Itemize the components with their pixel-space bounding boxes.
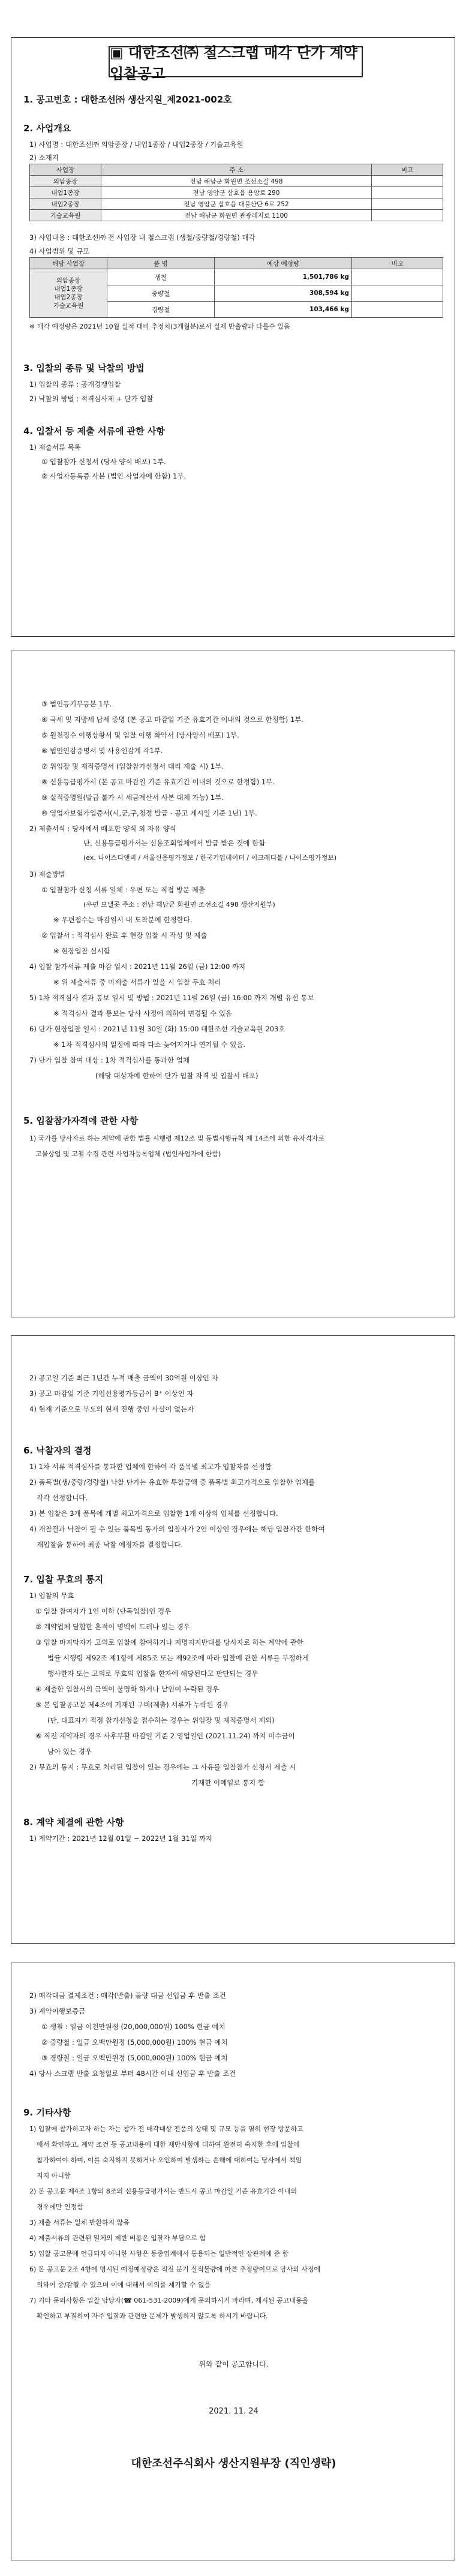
submit-method-item: ① 입찰참가 신청 서류 일체 : 우편 또는 직접 방문 제출 [41, 886, 205, 894]
misc-item: 경우에만 인정함 [37, 2203, 83, 2211]
misc-item: 1) 입찰에 참가하고자 하는 자는 참가 전 매각대상 전품의 상태 및 규모 등을 필히 현장 방문하고 [29, 2125, 303, 2133]
qualification-3: 3) 공고 마감일 기준 기업신용평가등급이 B⁺ 이상인 자 [29, 1389, 194, 1398]
screening-result: 5) 1차 적격심사 결과 통보 일시 및 방법 : 2021년 11월 26일 (금) 16:00 까지 개별 유선 통보 [29, 994, 314, 1002]
table-row [30, 187, 443, 198]
invalid-item: ② 계약업체 담합한 흔적이 명백히 드러나 있는 경우 [35, 1623, 191, 1631]
invalid-item: ③ 입찰 마지막자가 고의로 입찰에 참여하거나 지명지지반대를 당사자로 하는 계약에 관한 [35, 1638, 303, 1647]
table-header: 비고 [372, 164, 443, 176]
bid-type: 1) 입찰의 종류 : 공개경쟁입찰 [29, 380, 121, 389]
table-cell [372, 176, 443, 187]
misc-item: 에서 확인하고, 계약 조건 등 공고내용에 대한 제반사항에 대하여 완전히 숙지한 후에 입찰에 [37, 2141, 300, 2148]
page-3 [11, 1335, 455, 1944]
screening-note: ※ 적격심사 결과 통보는 당사 사정에 의하여 변경될 수 있음 [53, 1009, 233, 1018]
table-cell [352, 269, 443, 285]
section-7-heading: 7. 입찰 무효의 통지 [23, 1574, 104, 1585]
scope-site: 의암종장 [56, 277, 81, 284]
table-cell: 308,594 kg [215, 285, 352, 302]
payment-terms: 2) 매각대금 결제조건 : 매각(반출) 물량 대금 선입금 후 반출 조건 [29, 1991, 226, 2000]
section-3-heading: 3. 입찰의 종류 및 낙찰의 방법 [23, 363, 145, 374]
page-4 [11, 1963, 455, 2560]
document-item: ⑥ 법인인감증명서 및 사용인감계 각1부. [41, 747, 163, 755]
notice-date: 2021. 11. 24 [209, 2407, 258, 2416]
invalid-item: 1) 입찰의 무효 [29, 1591, 74, 1600]
table-cell [372, 210, 443, 221]
invalid-notice-cont: 기재한 이메일로 통지 함 [191, 1778, 265, 1787]
award-item: 1) 1차 서류 적격심사를 통과한 업체에 한하여 각 품목별 최고가 입찰자를 선정함 [29, 1462, 272, 1471]
award-item: 2) 품목별(생/중량/경량철) 낙찰 단가는 유효한 투찰금액 중 품목별 최고가격으로 입찰한 업체를 [29, 1478, 315, 1486]
misc-item: 7) 기타 문의사항은 입찰 담당자(☎ 061-531-2009)에게 문의하시기 바라며, 제시된 공고내용을 [29, 2297, 309, 2304]
mailing-address: (우편 보낼곳 주소 : 전남 해남군 화원면 조선소길 498 생산지원부) [83, 901, 275, 908]
table-row [30, 269, 443, 285]
document-item: ⑦ 위임장 및 재직증명서 (입찰참가신청서 대리 제출 시) 1부. [41, 762, 224, 771]
award-item: 3) 본 입찰은 3개 품목에 개별 최고가격으로 입찰한 1개 이상의 업체를 선정합니다. [29, 1509, 278, 1518]
table-cell: 1,501,786 kg [215, 269, 352, 285]
bond-item: ① 생철 : 일금 이천만원정 (20,000,000원) 100% 현금 예치 [41, 2023, 226, 2031]
submit-format: 2) 제출서식 : 당사에서 배포한 양식 외 자유 양식 [29, 824, 176, 833]
bid-datetime-note: ※ 1차 적격심사의 일정에 따라 다소 늦어지거나 연기될 수 있음. [53, 1040, 246, 1049]
table-header: 해당 사업장 [30, 258, 107, 269]
table-cell: 전남 영암군 삼호읍 대불산단 6로 252 [101, 198, 372, 210]
submit-format-note: 단, 신용등급평가서는 신용조회업체에서 발급 받은 것에 한함 [83, 839, 266, 847]
invalid-item: ⑤ 본 입찰공고문 제4조에 기재된 구비(제출) 서류가 누락된 경우 [35, 1701, 229, 1709]
invalid-item: ④ 제출한 입찰서의 금액이 불명확 하거나 낱인이 누락된 경우 [35, 1685, 220, 1693]
table-cell: 전남 해남군 화원면 관광레저로 1100 [101, 210, 372, 221]
table-cell [372, 198, 443, 210]
location-label: 2) 소재지 [29, 154, 59, 162]
performance-bond: 3) 계약이행보증금 [29, 2007, 86, 2015]
scope-label: 4) 사업범위 및 규모 [29, 247, 90, 255]
table-header: 품 명 [107, 258, 215, 269]
location-table [29, 164, 443, 221]
table-header: 사업장 [30, 164, 101, 176]
misc-item: 의하여 증/감될 수 있으며 이에 대해서 이의를 제기할 수 없음 [37, 2281, 211, 2289]
table-cell: 경량철 [107, 302, 215, 318]
table-row [30, 198, 443, 210]
table-cell [352, 285, 443, 302]
document-item: ② 사업자등록증 사본 (법인 사업자에 한함) 1부. [41, 472, 187, 480]
invalid-item: (단, 대표자가 직접 참가신청을 접수하는 경우는 위임장 및 재직증명서 제외) [47, 1716, 275, 1725]
section-1-notice-number: 1. 공고번호 : 대한조선㈜ 생산지원_제2021-002호 [23, 94, 232, 105]
document-item: ④ 국세 및 지방세 납세 증명 (본 공고 마감일 기준 유효기간 이내의 것으로 한정함) 1부. [41, 715, 303, 724]
submit-method-item: ② 입찰서 : 적격심사 완료 후 현장 입찰 시 작성 및 제출 [41, 931, 208, 940]
bond-item: ③ 경량철 : 일금 오백만원정 (5,000,000원) 100% 현금 예치 [41, 2054, 228, 2062]
deadline: 4) 입찰 참가서류 제출 마감 일시 : 2021년 11월 26일 (금) 12:00 까지 [29, 962, 246, 971]
document-item: ⑩ 영업자보험가입증서(시,군,구,청정 발급 - 공고 게시일 기준 1년) 1부. [41, 809, 257, 817]
table-cell [372, 187, 443, 198]
section-5-heading: 5. 입찰참가자격에 관한 사항 [23, 1115, 139, 1126]
table-header: 비고 [352, 258, 443, 269]
deadline-note: ※ 위 제출서류 중 미제출 서류가 있을 시 입찰 무효 처리 [53, 978, 221, 986]
qualification-2: 2) 공고일 기준 최근 1년간 누적 매출 금액이 30억원 이상인 자 [29, 1374, 218, 1382]
table-header: 예상 예정량 [215, 258, 352, 269]
award-item: 각각 선정합니다. [37, 1494, 88, 1502]
scope-table [29, 257, 443, 318]
page-1 [11, 37, 455, 637]
documents-list-label: 1) 제출서류 목록 [29, 443, 81, 452]
project-content: 3) 사업내용 : 대한조선㈜ 전 사업장 내 철스크랩 (생철/중량철/경량철) 매각 [29, 233, 255, 242]
misc-item: 지지 아니함 [37, 2172, 71, 2180]
qualification-1-cont: 고물상업 및 고철 수집 관련 사업자등록업체 (법인사업자에 한함) [35, 1150, 221, 1158]
qualification-4: 4) 현재 기준으로 부도의 현재 진행 중인 사실이 없는자 [29, 1405, 194, 1413]
invalid-item: ⑥ 직전 계약자의 경우 사후부활 마감일 기준 2 영업일인 (2021.11.24) 까지 미수금이 [35, 1732, 295, 1740]
table-header-row [30, 258, 443, 269]
document-item: ⑤ 원천징수 이행상황서 및 입찰 이행 확약서 (당사양식 배포) 1부. [41, 731, 239, 739]
document-item: ① 입찰참가 신청서 (당사 양식 배포) 1부. [41, 458, 166, 466]
award-item: 재입찰을 통하여 최종 낙찰 예정자를 결정합니다. [37, 1540, 184, 1549]
document-item: ③ 법인등기부등본 1부. [41, 700, 112, 708]
section-8-heading: 8. 계약 체결에 관한 사항 [23, 1817, 124, 1828]
bid-eligible: 7) 단가 입찰 참여 대상 : 1차 적격심사를 통과한 업체 [29, 1056, 190, 1064]
document-item: ⑧ 신용등급평가서 (본 공고 마감일 기준 유효기간 이내의 것으로 한정함) 1부. [41, 778, 275, 786]
table-cell: 전남 해남군 화원면 조선소길 498 [101, 176, 372, 187]
table-row [30, 210, 443, 221]
submit-method: 3) 제출방법 [29, 870, 65, 878]
table-cell: 내업2종장 [30, 198, 101, 210]
bid-eligible-note: (해당 대상자에 한하여 단가 입찰 자격 및 입찰서 배포) [95, 1072, 258, 1080]
contract-period: 1) 계약기간 : 2021년 12월 01일 ~ 2022년 1월 31일 까지 [29, 1834, 212, 1843]
bond-item: ② 중량철 : 일금 오백만원정 (5,000,000원) 100% 현금 예치 [41, 2038, 228, 2047]
signature-line: 대한조선주식회사 생산지원부장 (직인생략) [131, 2457, 336, 2470]
section-2-heading: 2. 사업개요 [23, 123, 71, 134]
table-header: 주 소 [101, 164, 372, 176]
scope-sites-cell [30, 269, 107, 318]
prepay-condition: 4) 당사 스크랩 반출 요청일로 부터 48시간 이내 선입금 후 반출 조건 [29, 2069, 236, 2078]
onsite-note: ※ 현장입찰 실시함 [53, 947, 110, 955]
invalid-notice: 2) 무효의 통지 : 무효로 처리된 입찰이 있는 경우에는 그 사유를 입찰참가 신청서 제출 시 [29, 1763, 296, 1771]
project-name: 1) 사업명 : 대한조선㈜ 의암종장 / 내업1종장 / 내업2종장 / 기술교육원 [29, 140, 243, 149]
table-cell: 생철 [107, 269, 215, 285]
table-cell: 내업1종장 [30, 187, 101, 198]
table-cell [352, 302, 443, 318]
misc-item: 6) 본 공고문 2조 4항에 명시된 예정예정량은 직전 분기 실적물량에 따른 추정량이므로 당사의 사정에 [29, 2265, 321, 2273]
award-item: 4) 개찰결과 낙찰이 될 수 있는 품목별 동가의 입찰자가 2인 이상인 경우에는 해당 입찰자간 한하여 [29, 1525, 325, 1533]
misc-item: 참가하여야 하며, 이를 숙지하지 못하거나 오인하여 발생하는 손해에 대하여는 당사에서 책임 [37, 2156, 302, 2164]
page-title: ▣ 대한조선㈜ 철스크랩 매각 단가 계약 입찰공고 [109, 46, 363, 77]
table-header-row [30, 164, 443, 176]
scope-site: 내업1종장 [54, 285, 83, 293]
mail-note: ※ 우편접수는 마감일시 내 도착분에 한정한다. [53, 916, 193, 924]
award-method: 2) 낙찰의 방법 : 적격심사제 + 단가 입찰 [29, 395, 154, 403]
section-9-heading: 9. 기타사항 [23, 2107, 71, 2118]
page-2 [11, 651, 455, 1317]
scope-site: 기술교육원 [53, 302, 84, 309]
table-cell: 전남 영암군 삼호읍 용앙로 290 [101, 187, 372, 198]
credit-agencies: (ex. 나이스디앤비 / 서울신용평가정보 / 한국기업데이터 / 이크레디블 / 나이스평가정보) [83, 854, 337, 862]
scope-note: ※ 매각 예정량은 2021년 10월 실적 대비 추정치(3개월분)로서 실제 반출량과 다를수 있음 [29, 323, 290, 330]
table-cell: 중량철 [107, 285, 215, 302]
document-item: ⑨ 실적증명원(발급 불가 시 세금계산서 사본 대체 가능) 1부. [41, 793, 224, 802]
invalid-item: 남아 있는 경우 [47, 1747, 92, 1756]
misc-item: 4) 제출서류의 관련된 일체의 제반 비용은 입찰자 부담으로 함 [29, 2234, 206, 2242]
invalid-item: 법률 시행령 제92조 제1항에 제85조 또는 제92조에 따라 입찰에 관한 서류를 부정하게 [47, 1654, 309, 1662]
closing-statement: 위와 같이 공고합니다. [199, 2360, 269, 2369]
misc-item: 5) 입찰 공고문에 언급되지 아니한 사항은 동종업계에서 통용되는 일반적인 상관례에 준 함 [29, 2250, 289, 2258]
scope-site: 내업2종장 [54, 294, 83, 301]
table-cell: 103,466 kg [215, 302, 352, 318]
section-6-heading: 6. 낙찰자의 결정 [23, 1445, 92, 1456]
invalid-item: ① 입찰 참여자가 1인 이하 (단독입찰)인 경우 [35, 1607, 172, 1615]
misc-item: 3) 제출 서류는 일체 반환하지 않음 [29, 2219, 130, 2226]
invalid-item: 행사한자 또는 고의로 무효의 입찰을 한자에 해당된다고 판단되는 경우 [47, 1669, 258, 1678]
table-cell: 기술교육원 [30, 210, 101, 221]
misc-item: 확인하고 부질하여 자주 입찰과 관련한 문제가 발생하지 않도록 하시기 바랍니다. [37, 2312, 268, 2320]
misc-item: 2) 본 공고문 제4조 1항의 8조의 신용등급평가서는 반드시 공고 마감일 기준 유효기간 이내의 [29, 2187, 297, 2195]
table-cell: 의암종장 [30, 176, 101, 187]
bid-datetime: 6) 단가 현장입찰 일시 : 2021년 11월 30일 (화) 15:00 대한조선 기술교육원 203호 [29, 1025, 285, 1033]
qualification-1: 1) 국가를 당사자로 하는 계약에 관한 법률 시행령 제12조 및 동법시행규칙 제 14조에 의한 유자격자로 [29, 1134, 325, 1142]
table-row [30, 176, 443, 187]
section-4-heading: 4. 입찰서 등 제출 서류에 관한 사항 [23, 426, 165, 437]
